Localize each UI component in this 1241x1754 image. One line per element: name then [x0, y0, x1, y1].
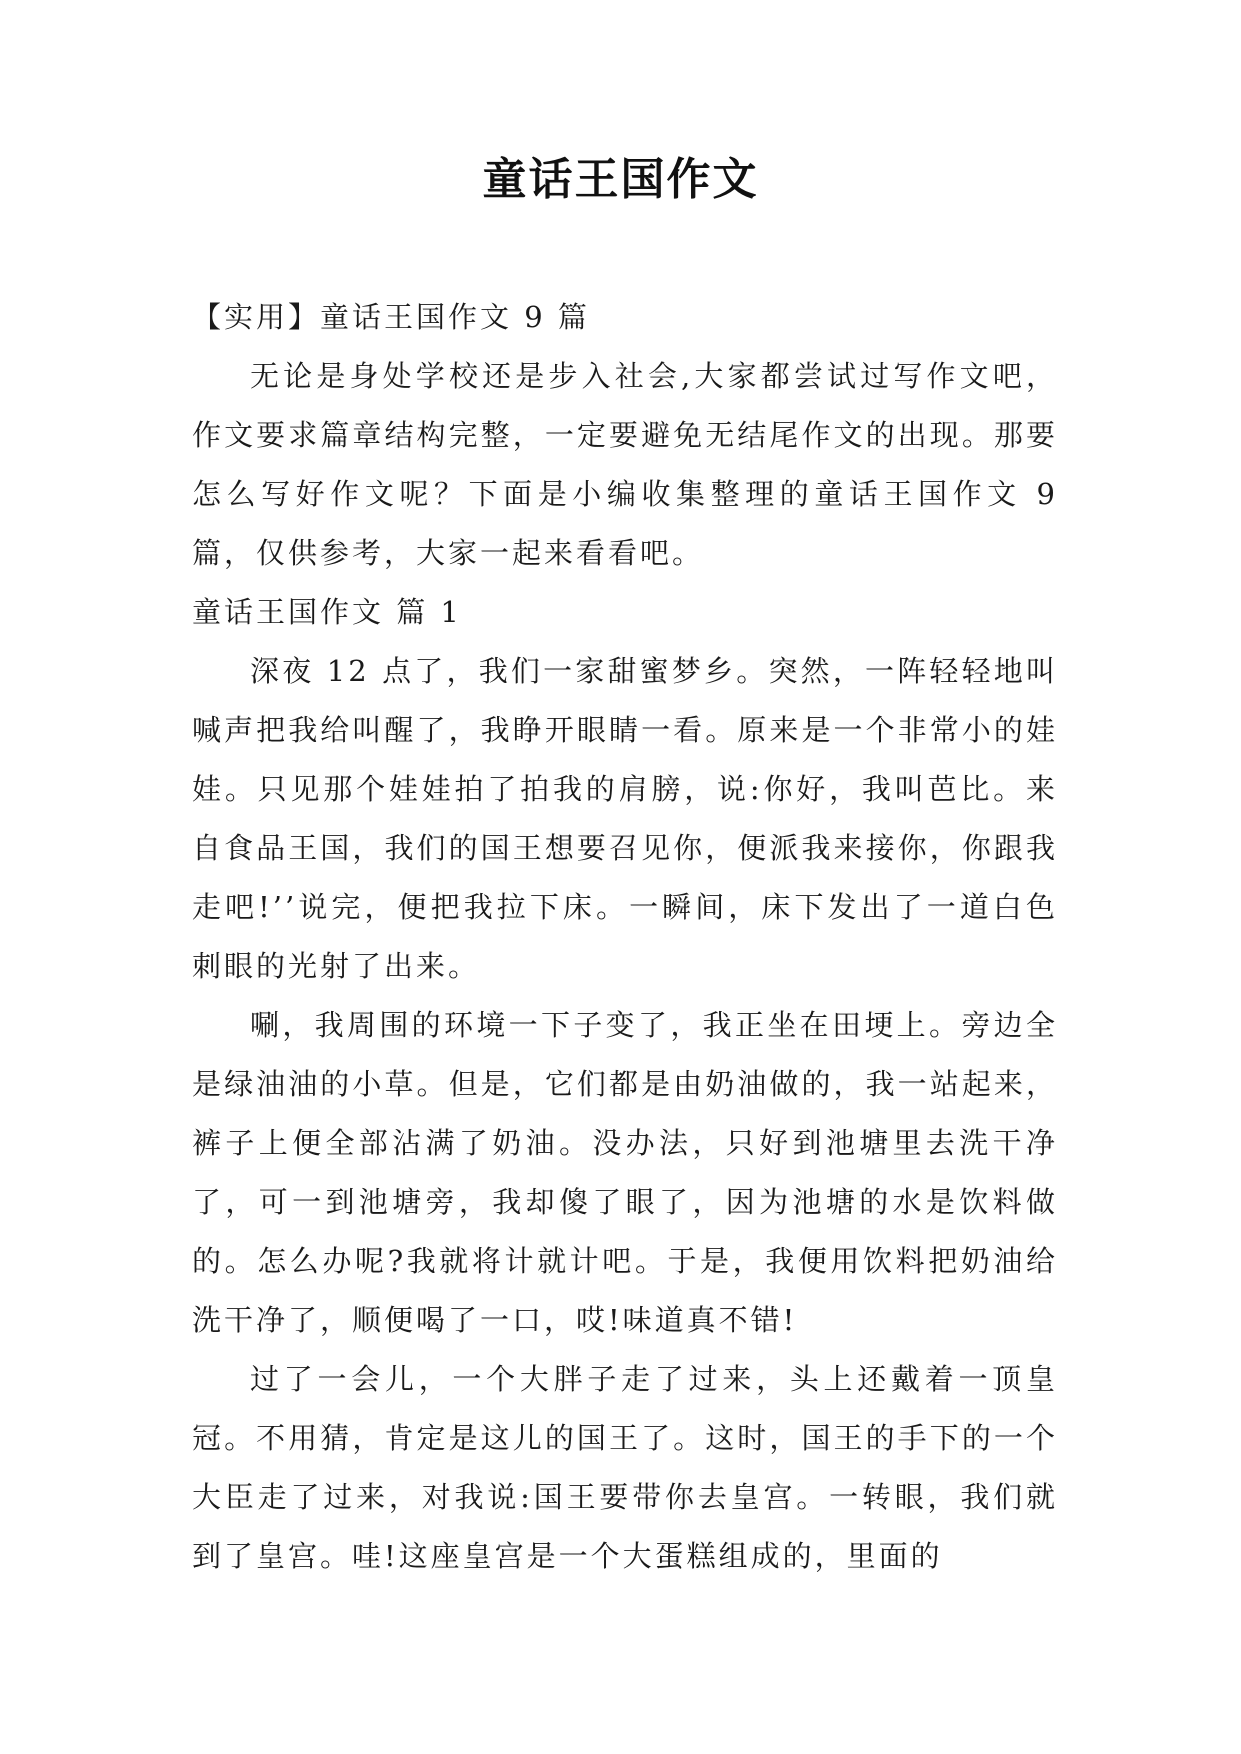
intro-paragraph: 无论是身处学校还是步入社会,大家都尝试过写作文吧，作文要求篇章结构完整，一定要避免无结尾作文的出现。那要怎么写好作文呢？下面是小编收集整理的童话王国作文 9 篇，仅供参考，大家一起来看看吧。: [192, 359, 1058, 570]
document-body: [192, 288, 1058, 1586]
story-paragraph: 深夜 12 点了，我们一家甜蜜梦乡。突然，一阵轻轻地叫喊声把我给叫醒了，我睁开眼睛一看。原来是一个非常小的娃娃。只见那个娃娃拍了拍我的肩膀，说:你好，我叫芭比。来自食品王国，我们的国王想要召见你，便派我来接你，你跟我走吧!’’说完，便把我拉下床。一瞬间，床下发出了一道白色刺眼的光射了出来。: [192, 654, 1058, 983]
section-heading: 童话王国作文 篇 1: [192, 595, 462, 629]
story-paragraph: 唰，我周围的环境一下子变了，我正坐在田埂上。旁边全是绿油油的小草。但是，它们都是由奶油做的，我一站起来，裤子上便全部沾满了奶油。没办法，只好到池塘里去洗干净了，可一到池塘旁，我却傻了眼了，因为池塘的水是饮料做的。怎么办呢?我就将计就计吧。于是，我便用饮料把奶油给洗干净了，顺便喝了一口，哎!味道真不错!: [192, 1008, 1058, 1337]
document-title: 童话王国作文: [482, 154, 759, 205]
story-paragraph: 过了一会儿，一个大胖子走了过来，头上还戴着一顶皇冠。不用猜，肯定是这儿的国王了。这时，国王的手下的一个大臣走了过来，对我说:国王要带你去皇宫。一转眼，我们就到了皇宫。哇!这座皇宫是一个大蛋糕组成的，里面的: [192, 1362, 1058, 1573]
document-subtitle: 【实用】童话王国作文 9 篇: [192, 300, 590, 334]
